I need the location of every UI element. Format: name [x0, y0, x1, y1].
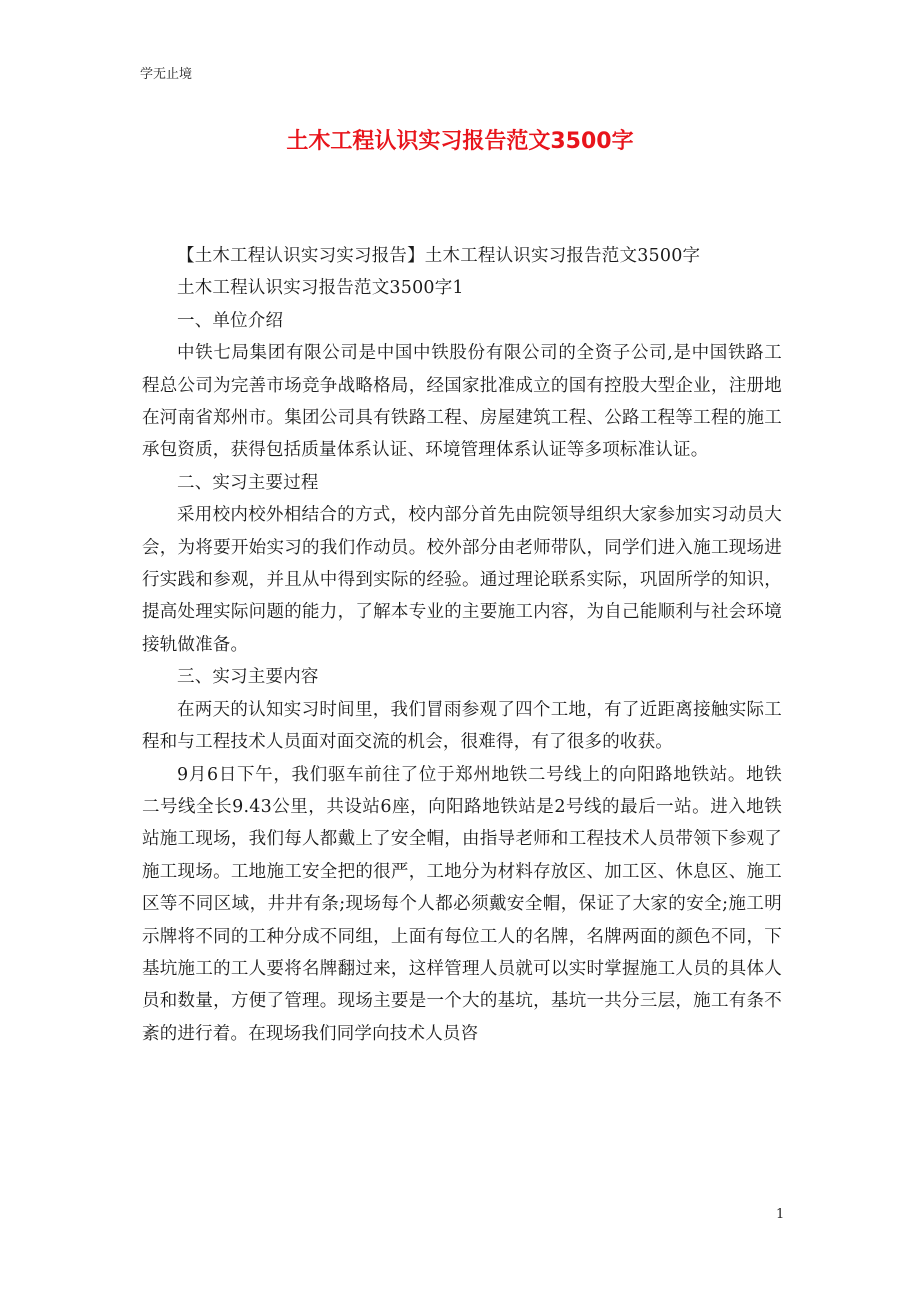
paragraph-site-visit: 9月6日下午，我们驱车前往了位于郑州地铁二号线上的向阳路地铁站。地铁二号线全长9.43公里，共设站6座，向阳路地铁站是2号线的最后一站。进入地铁站施工现场，我们每人都戴上了安全帽，由指导老师和工程技术人员带领下参观了施工现场。工地施工安全把的很严，工地分为材料存放区、加工区、休息区、施工区等不同区域，井井有条;现场每个人都必须戴安全帽，保证了大家的安全;施工明示牌将不同的工种分成不同组，上面有每位工人的名牌，名牌两面的颜色不同，下基坑施工的工人要将名牌翻过来，这样管理人员就可以实时掌握施工人员的具体人员和数量，方便了管理。现场主要是一个大的基坑，基坑一共分三层，施工有条不紊的进行着。在现场我们同学向技术人员咨: [142, 764, 782, 1044]
document-body: [142, 240, 782, 1050]
intro-paragraph: 【土木工程认识实习实习报告】土木工程认识实习报告范文3500字: [177, 246, 701, 266]
paragraph-unit-intro: 中铁七局集团有限公司是中国中铁股份有限公司的全资子公司,是中国铁路工程总公司为完善市场竞争战略格局，经国家批准成立的国有控股大型企业，注册地在河南省郑州市。集团公司具有铁路工程、房屋建筑工程、公路工程等工程的施工承包资质，获得包括质量体系认证、环境管理体系认证等多项标准认证。: [142, 343, 782, 461]
paragraph-content-summary: 在两天的认知实习时间里，我们冒雨参观了四个工地，有了近距离接触实际工程和与工程技术人员面对面交流的机会，很难得，有了很多的收获。: [142, 699, 782, 753]
section-heading-unit: 一、单位介绍: [177, 310, 284, 331]
subtitle-paragraph: 土木工程认识实习报告范文3500字1: [177, 278, 464, 299]
document-title: 土木工程认识实习报告范文3500字: [286, 129, 634, 154]
section-heading-process: 二、实习主要过程: [177, 472, 319, 493]
page-number: 1: [776, 1207, 785, 1222]
paragraph-process: 采用校内校外相结合的方式，校内部分首先由院领导组织大家参加实习动员大会，为将要开始实习的我们作动员。校外部分由老师带队，同学们进入施工现场进行实践和参观，并且从中得到实际的经验。通过理论联系实际，巩固所学的知识，提高处理实际问题的能力，了解本专业的主要施工内容，为自己能顺利与社会环境接轨做准备。: [142, 505, 782, 655]
page-header: 学无止境: [140, 67, 193, 82]
section-heading-content: 三、实习主要内容: [177, 667, 319, 688]
